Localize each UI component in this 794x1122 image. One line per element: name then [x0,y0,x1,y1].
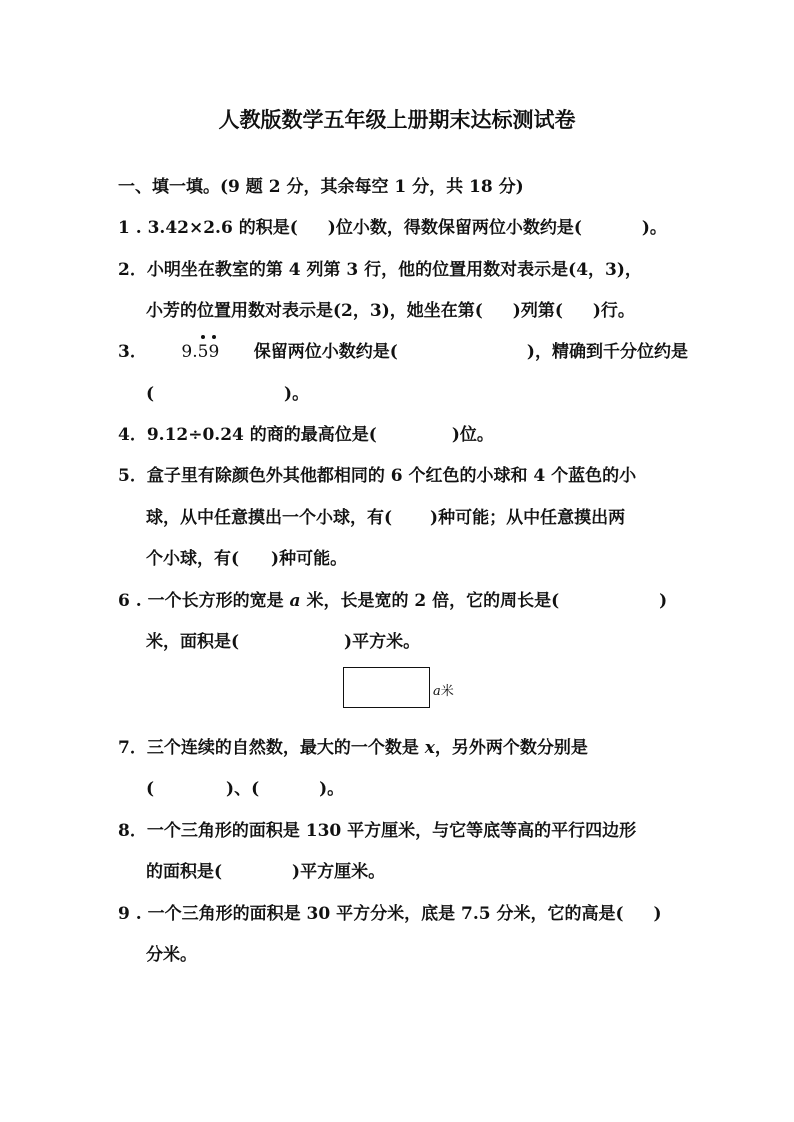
q8-text-a: 的面积是( [146,862,223,882]
q4-text-a: 4．9.12÷0.24 的商的最高位是( [118,425,377,445]
q7-variable: x [424,738,435,758]
question-3-line-1 [118,337,688,361]
q7-text-e: )。 [319,779,345,799]
q6-text-c: ) [659,591,668,611]
question-6-line-1 [118,586,688,610]
q7-text-d: )、( [226,779,260,799]
question-9-line-2: 分米。 [146,945,197,965]
q9-text-b: ) [653,904,662,924]
q1-text-a: 1 . 3.42×2.6 的积是( [118,218,298,238]
q1-text-b: )位小数，得数保留两位小数约是( [327,218,582,238]
question-2-line-1: 2．小明坐在教室的第 4 列第 3 行，他的位置用数对表示是(4，3)， [118,260,642,280]
question-8-line-2 [146,857,716,881]
q7-text-a: 7．三个连续的自然数，最大的一个数是 [118,738,425,758]
q5-text-d: )种可能。 [271,549,348,569]
q2-text-c: )行。 [592,301,635,321]
question-5-line-2 [146,503,716,527]
q8-text-b: )平方厘米。 [292,862,386,882]
q5-text-c: 个小球，有( [146,549,240,569]
question-1 [118,213,688,237]
question-6-line-2 [146,627,716,651]
q7-text-b: ，另外两个数分别是 [434,738,588,758]
section-heading: 一、填一填。(9 题 2 分，其余每空 1 分，共 18 分) [118,177,524,197]
q1-text-c: )。 [641,218,667,238]
q9-text-a: 9 . 一个三角形的面积是 30 平方分米，底是 7.5 分米，它的高是( [118,904,624,924]
q3-repeating-decimal [181,342,219,362]
question-2-line-2 [146,296,716,320]
q6-variable: a [289,591,301,611]
q3-repeat-digit-1: 5 [198,342,209,362]
repeat-dot-icon [212,335,216,339]
repeat-dot-icon [201,335,205,339]
question-5-line-1: 5．盒子里有除颜色外其他都相同的 6 个红色的小球和 4 个蓝色的小 [118,466,637,486]
q3-text-a: 保留两位小数约是( [253,342,398,362]
rectangle-width-label: a米 [433,684,454,699]
q3-text-d: )。 [284,384,310,404]
rectangle-figure [343,667,430,708]
q3-number: 3． [118,342,147,362]
question-5-line-3 [146,544,716,568]
q6-text-d: 米，面积是( [146,632,240,652]
question-7-line-1 [118,733,688,757]
q4-text-b: )位。 [451,425,494,445]
q5-text-a: 球，从中任意摸出一个小球，有( [146,508,393,528]
q6-text-b: 米，长是宽的 2 倍，它的周长是( [300,591,560,611]
q2-text-b: )列第( [512,301,563,321]
question-9-line-1 [118,899,688,923]
q7-text-c: ( [146,779,155,799]
question-7-line-2 [146,774,716,798]
question-4 [118,420,688,444]
page-title: 人教版数学五年级上册期末达标测试卷 [218,107,576,132]
q5-text-b: )种可能；从中任意摸出两 [430,508,626,528]
q3-text-b: )，精确到千分位约是 [526,342,688,362]
question-8-line-1: 8．一个三角形的面积是 130 平方厘米，与它等底等高的平行四边形 [118,821,637,841]
question-3-line-2 [146,379,716,403]
q3-text-c: ( [146,384,155,404]
q3-int-part: 9. [181,342,198,362]
q6-text-a: 6 . 一个长方形的宽是 [118,591,290,611]
q6-text-e: )平方米。 [344,632,421,652]
q3-repeat-digit-2: 9 [208,342,219,362]
q2-text-a: 小芳的位置用数对表示是(2，3)，她坐在第( [146,301,483,321]
